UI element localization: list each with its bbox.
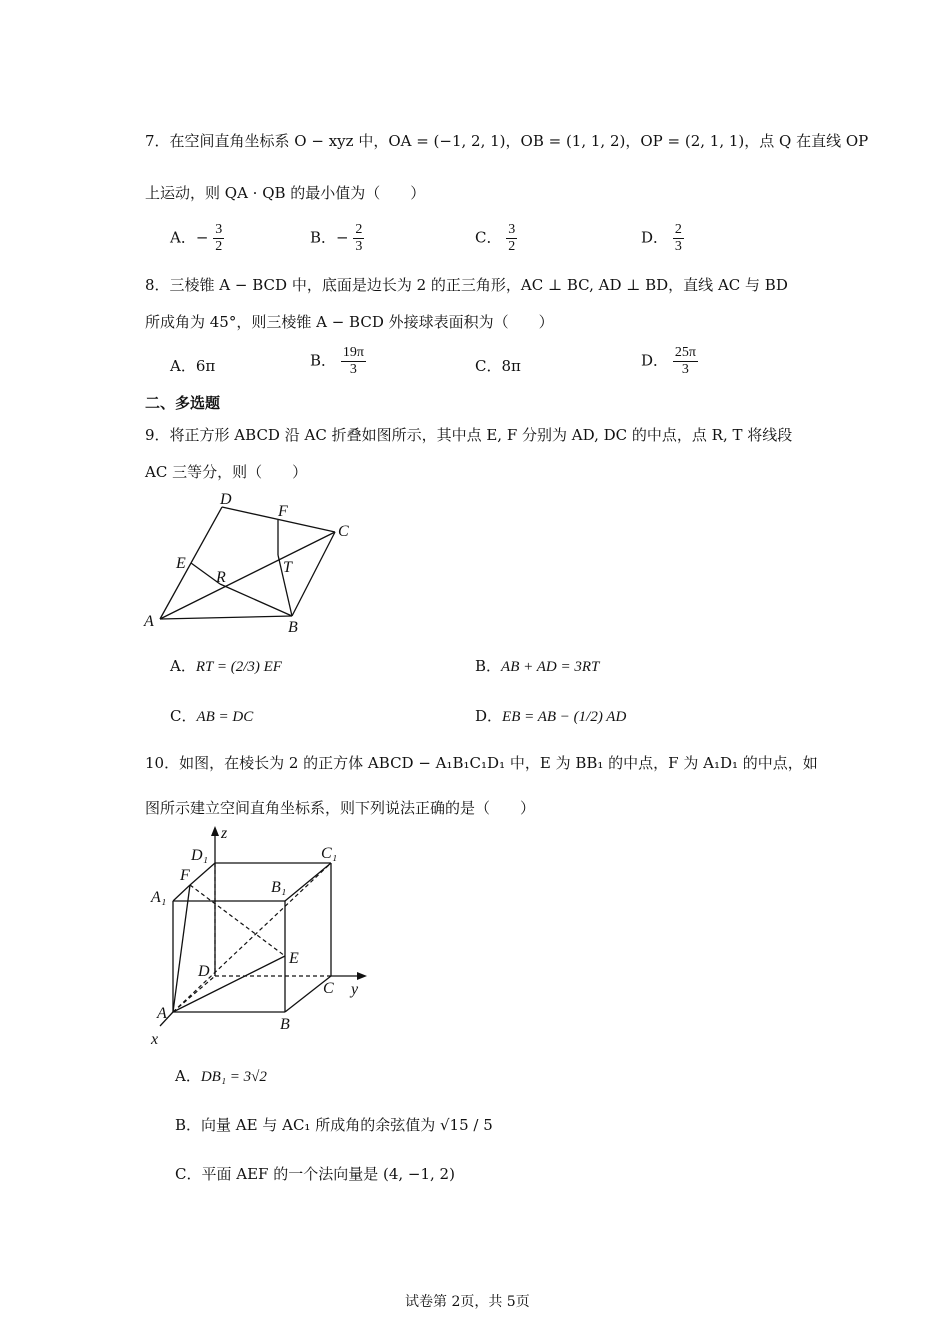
label-t: T (283, 559, 292, 576)
label-a: A (157, 1005, 167, 1022)
q9-option-c: C．AB = DC (170, 707, 254, 725)
label-x: x (151, 1031, 159, 1048)
q8-option-c: C．8π (475, 357, 521, 375)
q7-option-c: C． $\frac{3}{2}$ (475, 222, 516, 254)
edge-fd1 (190, 863, 215, 885)
q7-line1: 7．在空间直角坐标系 O − xyz 中，OA = (−1, 2, 1)，OB = (1, 1, 2)，OP = (2, 1, 1)，点 Q 在直线 OP (145, 132, 869, 150)
label-r: R (216, 569, 226, 586)
q10-line1: 10．如图，在棱长为 2 的正方体 ABCD − A₁B₁C₁D₁ 中，E 为 BB₁ 的中点，F 为 A₁D₁ 的中点，如 (145, 754, 818, 772)
label-b: B (288, 619, 298, 636)
label-f: F (180, 867, 190, 884)
q8-option-b: B． $\frac{19\pi}{3}$ (310, 345, 364, 377)
q9-option-a: A．RT = (2/3) EF (170, 657, 282, 675)
q9-line1: 9．将正方形 ABCD 沿 AC 折叠如图所示，其中点 E, F 分别为 AD, DC 的中点，点 R, T 将线段 (145, 426, 793, 444)
label-b1: B₁ (271, 879, 287, 896)
label-d: D (220, 491, 232, 508)
q7-option-a: A．− $\frac{3}{2}$ (170, 222, 223, 254)
q7-option-b: B．− $\frac{2}{3}$ (310, 222, 363, 254)
label-c1: C₁ (321, 845, 338, 862)
segment-ae (173, 956, 285, 1012)
section-heading: 二、多选题 (145, 394, 221, 412)
label-d1: D₁ (191, 847, 209, 864)
label-a: A (144, 613, 154, 630)
y-arrow-icon (357, 972, 367, 980)
label-f: F (278, 503, 288, 520)
edge-cb (292, 532, 335, 616)
q10-line2: 图所示建立空间直角坐标系，则下列说法正确的是（ ） (145, 799, 536, 817)
q8-line1: 8．三棱锥 A − BCD 中，底面是边长为 2 的正三角形，AC ⊥ BC, AD ⊥ BD，直线 AC 与 BD (145, 276, 788, 294)
label-a1: A₁ (151, 889, 167, 906)
segment-af (173, 885, 190, 1012)
q10-option-b: B．向量 AE 与 AC₁ 所成角的余弦值为 √15 / 5 (175, 1116, 493, 1134)
q9-option-b: B．AB + AD = 3RT (475, 657, 600, 675)
edge-ba (160, 616, 292, 619)
edge-a1f (173, 885, 190, 901)
z-arrow-icon (211, 826, 219, 836)
q9-line2: AC 三等分，则（ ） (145, 463, 308, 481)
q10-option-c: C．平面 AEF 的一个法向量是 (4, −1, 2) (175, 1165, 455, 1183)
q10-cube-figure (145, 822, 375, 1050)
segment-rb (220, 584, 292, 616)
q9-figure (140, 488, 370, 638)
q9-option-d: D．EB = AB − (1/2) AD (475, 707, 627, 725)
edge-b1c1 (285, 863, 331, 901)
segment-ac (160, 532, 335, 619)
label-d: D (198, 963, 210, 980)
page-footer: 试卷第 2页，共 5页 (405, 1294, 530, 1310)
label-b: B (280, 1016, 290, 1033)
q8-option-d: D． $\frac{25\pi}{3}$ (641, 345, 696, 377)
label-z: z (221, 825, 228, 842)
q8-line2: 所成角为 45°，则三棱锥 A − BCD 外接球表面积为（ ） (145, 313, 554, 331)
segment-ac1 (173, 863, 331, 1012)
label-c: C (323, 980, 334, 997)
label-y: y (351, 981, 359, 998)
q7-option-d: D． $\frac{2}{3}$ (641, 222, 682, 254)
label-e: E (176, 555, 186, 572)
q7-line2: 上运动，则 QA · QB 的最小值为（ ） (145, 184, 426, 202)
label-c: C (338, 523, 349, 540)
q10-option-a: A．DB₁ = 3√2 (175, 1067, 267, 1085)
label-e: E (289, 950, 299, 967)
q8-option-a: A．6π (170, 357, 216, 375)
